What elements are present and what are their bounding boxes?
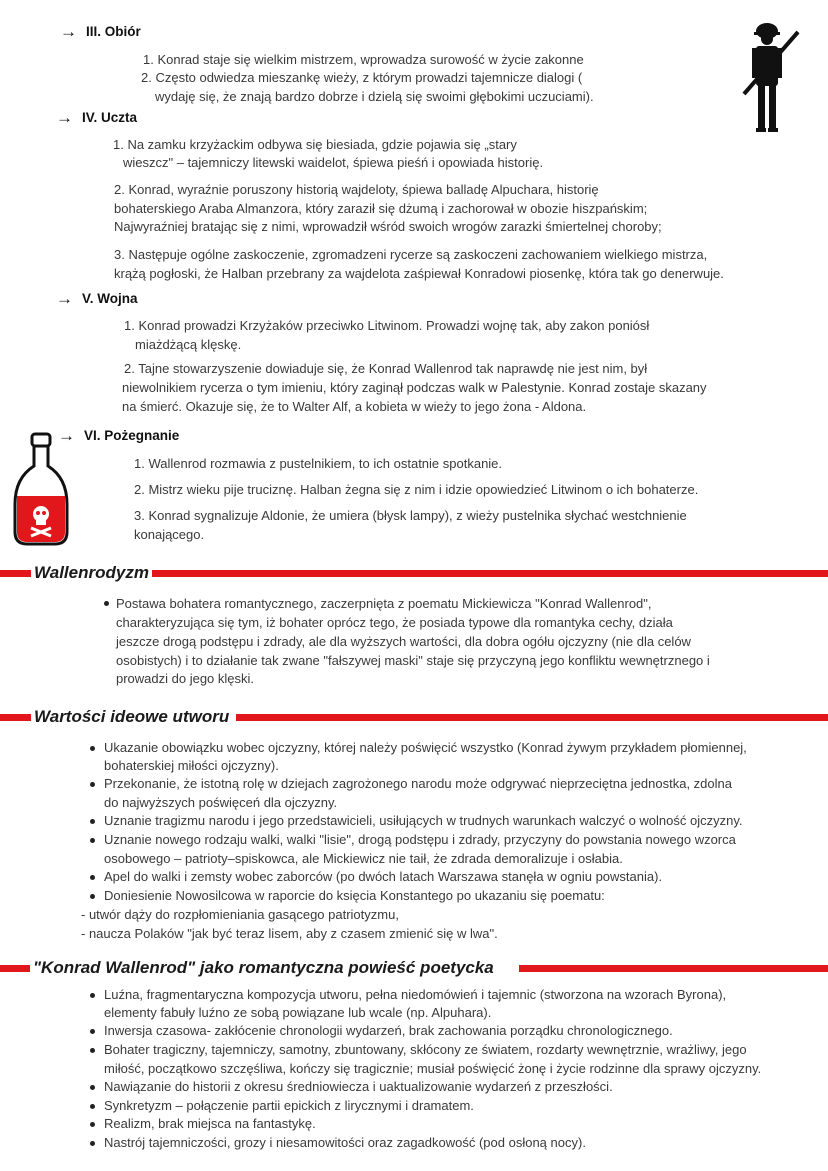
wartosci-line-5: Uznanie tragizmu narodu i jego przedstawicieli, usiłujących w trudnych warunkach walczyć o wolność ojczyzny. [104, 813, 743, 828]
bullet-icon [90, 1104, 95, 1109]
bullet-icon [90, 838, 95, 843]
bullet-icon [90, 894, 95, 899]
right-arrow-icon: → [56, 289, 73, 308]
wallenrodyzm-line-4: osobistych) i to działanie tak zwane "fałszywej maski" staje się przyczyną jego konfliktu wewnętrznego i [116, 653, 710, 668]
bullet-icon [90, 819, 95, 824]
right-arrow-icon: → [58, 426, 75, 445]
section-heading-pozegnanie: VI. Pożegnanie [84, 428, 180, 443]
uczta-line-4: bohaterskiego Araba Almanzora, który zaraził się dżumą i zachorował w obozie hiszpańskim; [114, 201, 648, 216]
wartosci-line-6: Uznanie nowego rodzaju walki, walki "lisie", drogą podstępu i zdrady, przyczyny do powstania nowego wzorca [104, 832, 736, 847]
uczta-line-1: 1. Na zamku krzyżackim odbywa się biesiada, gdzie pojawia się „stary [113, 137, 517, 152]
section-heading-wojna: V. Wojna [82, 291, 138, 306]
wojna-line-5: na śmierć. Okazuje się, że to Walter Alf, a kobieta w wieży to jego żona - Aldona. [122, 399, 587, 414]
wartosci-line-1: Ukazanie obowiązku wobec ojczyzny, której należy poświęcić wszystko (Konrad żywym przykładem płomiennej, [104, 740, 747, 755]
pozegnanie-line-3: 3. Konrad sygnalizuje Aldonie, że umiera (błysk lampy), z wieży pustelnika słychać westchnienie [134, 508, 687, 523]
wartosci-line-9: Doniesienie Nowosilcowa w raporcie do księcia Konstantego po ukazaniu się poematu: [104, 888, 605, 903]
wojna-line-3: 2. Tajne stowarzyszenie dowiaduje się, że Konrad Wallenrod tak naprawdę nie jest nim, był [124, 361, 648, 376]
right-arrow-icon: → [60, 22, 77, 41]
powiesc-line-9: Nastrój tajemniczości, grozy i niesamowitości oraz zagadkowość (pod osłoną nocy). [104, 1135, 586, 1150]
soldier-icon [740, 20, 802, 136]
section-title-wallenrodyzm: Wallenrodyzm [31, 562, 152, 584]
pozegnanie-line-4: konającego. [134, 527, 205, 542]
wojna-line-4: niewolnikiem rycerza o tym imieniu, który zaginął podczas walk w Palestynie. Konrad zostaje skazany [122, 380, 707, 395]
obior-line-1: 1. Konrad staje się wielkim mistrzem, wprowadza surowość w życie zakonne [143, 52, 584, 67]
powiesc-line-1: Luźna, fragmentaryczna kompozycja utworu, pełna niedomówień i tajemnic (stworzona na wzorach Byrona), [104, 987, 727, 1002]
bullet-icon [90, 1048, 95, 1053]
section-heading-uczta: IV. Uczta [82, 110, 138, 125]
wallenrodyzm-line-1: Postawa bohatera romantycznego, zaczerpnięta z poematu Mickiewicza "Konrad Wallenrod", [116, 596, 652, 611]
powiesc-line-7: Synkretyzm – połączenie partii epickich z lirycznymi i dramatem. [104, 1098, 474, 1113]
powiesc-line-8: Realizm, brak miejsca na fantastykę. [104, 1116, 316, 1131]
uczta-line-6: 3. Następuje ogólne zaskoczenie, zgromadzeni rycerze są zaskoczeni zachowaniem wielkiego mistrza, [114, 247, 708, 262]
pozegnanie-line-2: 2. Mistrz wieku pije truciznę. Halban żegna się z nim i idzie opowiedzieć Litwinom o ich bohaterze. [134, 482, 699, 497]
bullet-icon [90, 1029, 95, 1034]
bullet-icon [90, 1122, 95, 1127]
powiesc-line-2: elementy fabuły luźno ze sobą powiązane lub wcale (np. Alpuhara). [104, 1005, 492, 1020]
wallenrodyzm-line-5: prowadzi do jego klęski. [116, 671, 255, 686]
uczta-line-2: wieszcz" – tajemniczy litewski waidelot, śpiewa pieśń i opowiada historię. [123, 155, 544, 170]
powiesc-line-4: Bohater tragiczny, tajemniczy, samotny, zbuntowany, skłócony ze światem, rozdarty wewnętrznie, wrażliwy, jego [104, 1042, 747, 1057]
bullet-icon [90, 993, 95, 998]
pozegnanie-line-1: 1. Wallenrod rozmawia z pustelnikiem, to ich ostatnie spotkanie. [134, 456, 503, 471]
uczta-line-3: 2. Konrad, wyraźnie poruszony historią wajdeloty, śpiewa balladę Alpuchara, historię [114, 182, 599, 197]
obior-line-3: wydaję się, że znają bardzo dobrze i dzielą się swoimi głębokimi uczuciami). [155, 89, 594, 104]
powiesc-line-3: Inwersja czasowa- zakłócenie chronologii wydarzeń, brak zachowania porządku chronologicznego. [104, 1023, 673, 1038]
bullet-icon [90, 746, 95, 751]
poison-bottle-icon [11, 432, 71, 548]
section-divider [236, 714, 828, 721]
powiesc-line-6: Nawiązanie do historii z okresu średniowiecza i uaktualizowanie wydarzeń z przeszłości. [104, 1079, 613, 1094]
bullet-icon [104, 601, 109, 606]
bullet-icon [90, 1141, 95, 1146]
section-heading-obior: III. Obiór [86, 24, 141, 39]
wartosci-line-2: bohaterskiej miłości ojczyzny). [104, 758, 279, 773]
wartosci-line-8: Apel do walki i zemsty wobec zaborców (po dwóch latach Warszawa stanęła w ogniu powstania). [104, 869, 663, 884]
uczta-line-5: Najwyraźniej bratając się z nimi, wprowadził wśród swoich wrogów zarazki śmiertelnej choroby; [114, 219, 662, 234]
wartosci-line-7: osobowego – patrioty–spiskowca, ale Mickiewicz nie taił, że zdrada demoralizuje i osłabia. [104, 851, 623, 866]
section-title-powiesc: "Konrad Wallenrod" jako romantyczna powieść poetycka [30, 957, 497, 979]
bullet-icon [90, 875, 95, 880]
section-divider [150, 570, 828, 577]
wartosci-line-3: Przekonanie, że istotną rolę w dziejach zagrożonego narodu może odgrywać nieprzeciętna jednostka, zdolna [104, 776, 732, 791]
wallenrodyzm-line-3: jeszcze drogą podstępu i zdrady, ale dla wyższych wartości, dla dobra ogółu ojczyzny (nie dla celów [116, 634, 691, 649]
section-divider [519, 965, 828, 972]
powiesc-line-5: miłość, początkowo szczęśliwa, kończy się tragicznie; musiał poświęcić żonę i życie rodzinne dla sprawy ojczyzny. [104, 1061, 762, 1076]
right-arrow-icon: → [56, 108, 73, 127]
bullet-icon [90, 782, 95, 787]
wojna-line-2: miażdżącą klęskę. [135, 337, 242, 352]
wartosci-line-11: - naucza Polaków "jak być teraz lisem, aby z czasem zmienić się w lwa". [81, 926, 498, 941]
wojna-line-1: 1. Konrad prowadzi Krzyżaków przeciwko Litwinom. Prowadzi wojnę tak, aby zakon poniósł [124, 318, 650, 333]
wallenrodyzm-line-2: charakteryzująca się tym, iż bohater oprócz tego, że posiada typowe dla romantyka cechy, działa [116, 615, 673, 630]
wartosci-line-10: - utwór dąży do rozpłomieniania gasącego patriotyzmu, [81, 907, 399, 922]
uczta-line-7: krążą pogłoski, że Halban przebrany za wajdelota zaśpiewał Konradowi piosenkę, która tak go denerwuje. [114, 266, 724, 281]
obior-line-2: 2. Często odwiedza mieszankę wieży, z którym prowadzi tajemnicze dialogi ( [141, 70, 583, 85]
wartosci-line-4: do najwyższych poświęceń dla ojczyzny. [104, 795, 338, 810]
bullet-icon [90, 1085, 95, 1090]
section-title-wartosci: Wartości ideowe utworu [31, 706, 232, 728]
